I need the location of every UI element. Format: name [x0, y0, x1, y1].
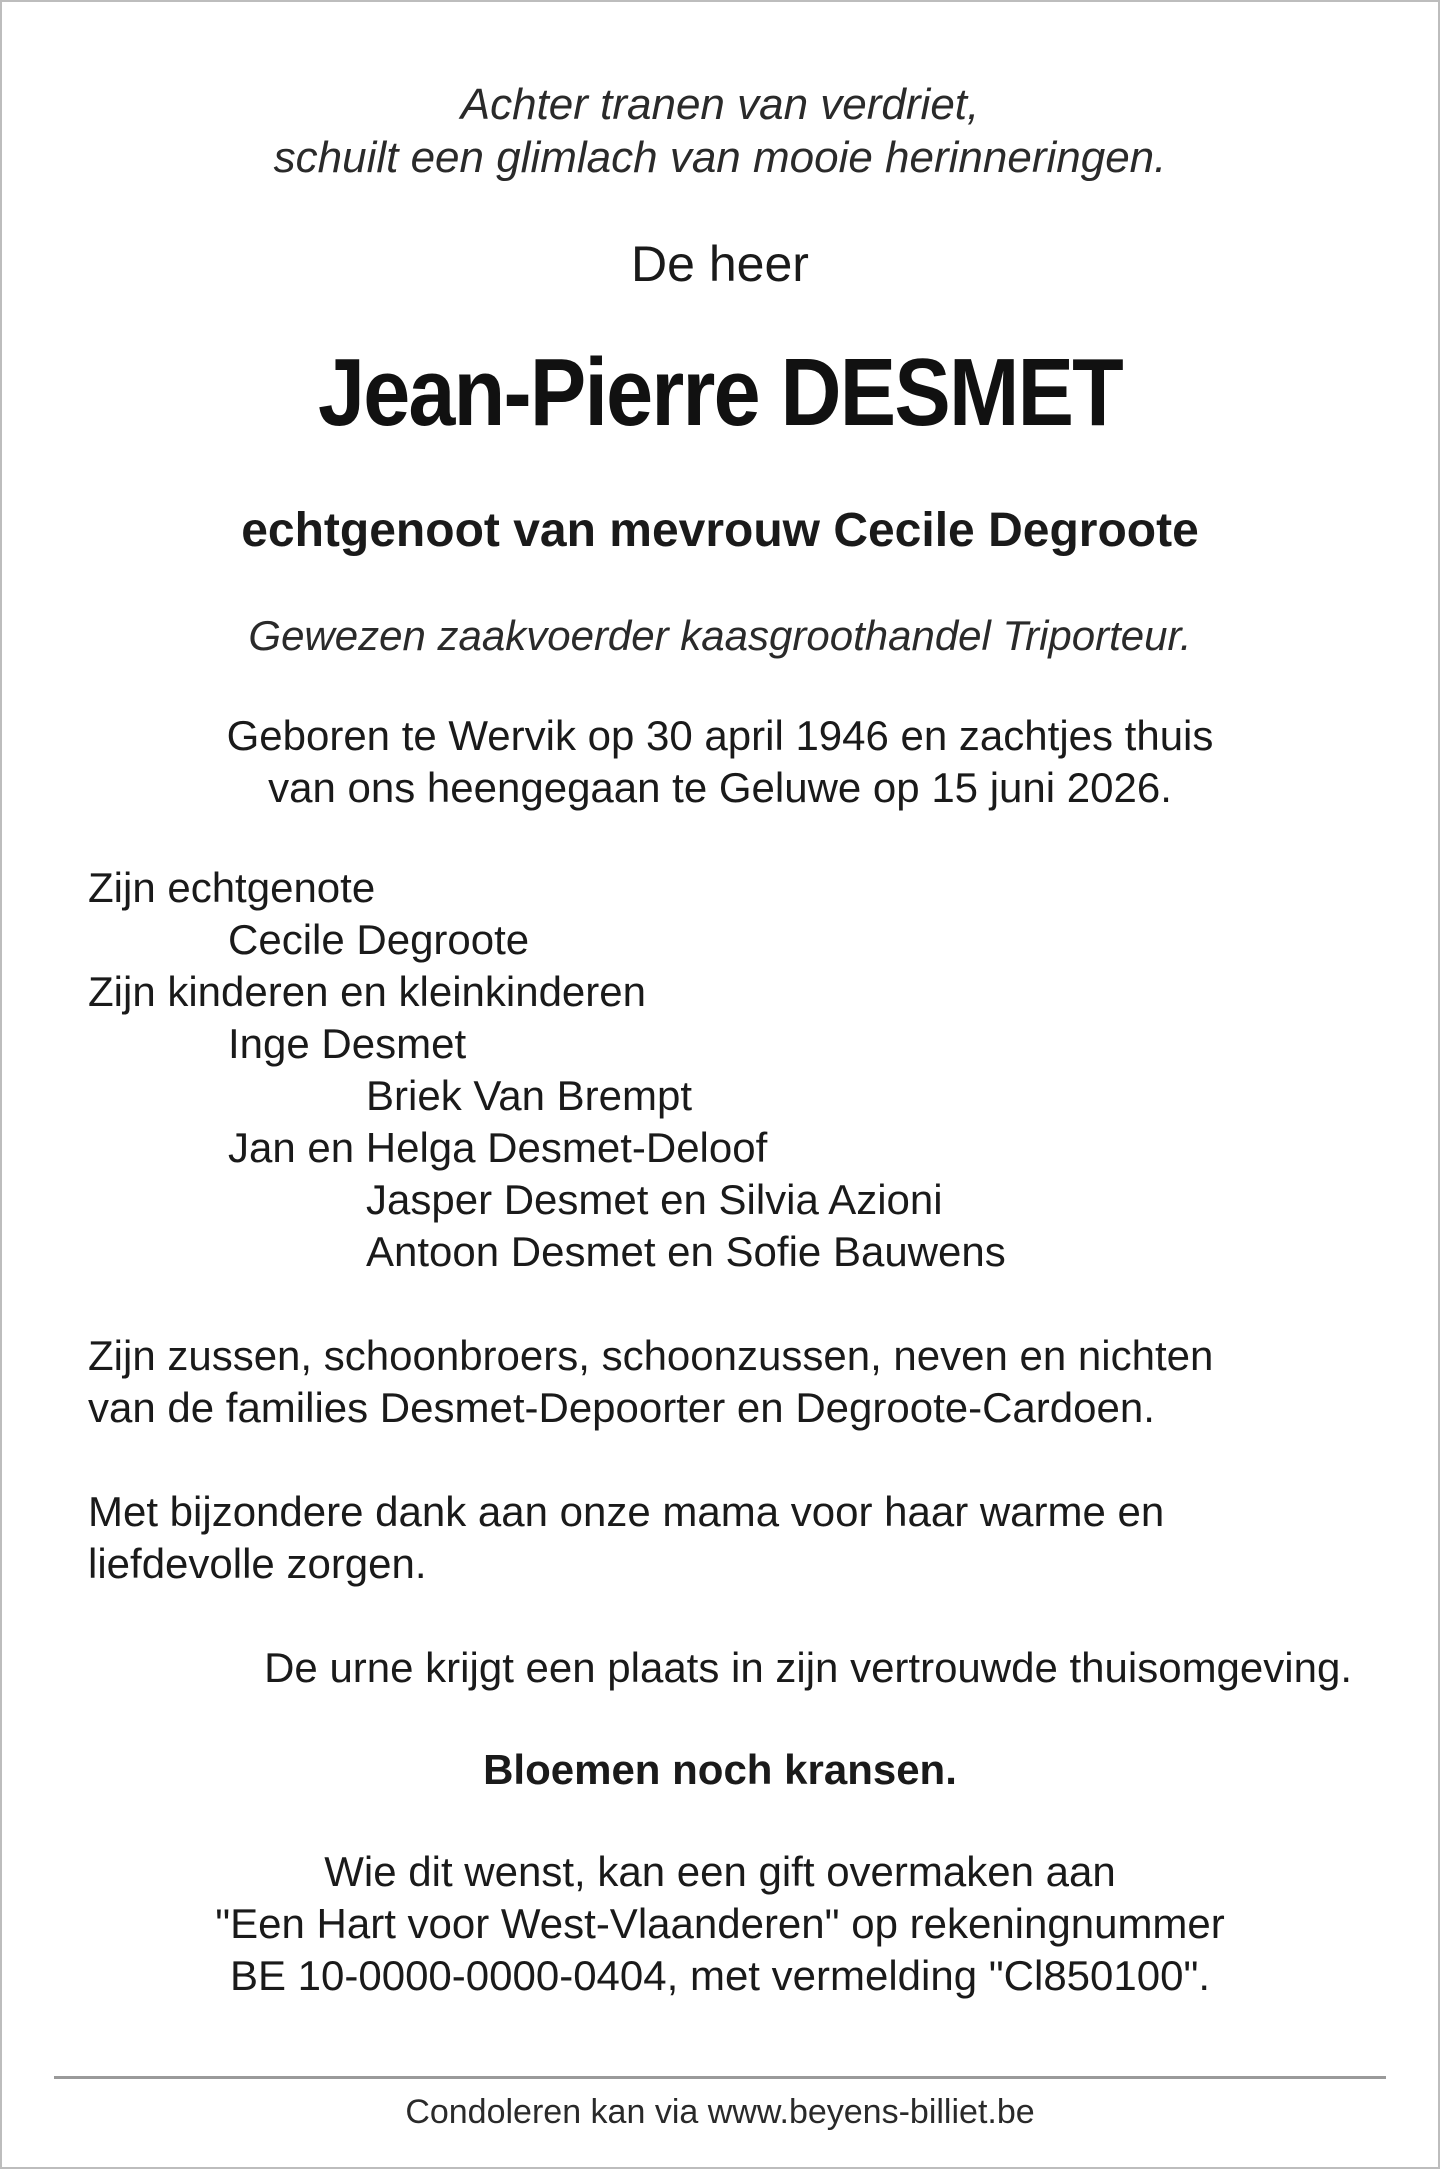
condolence-footer: Condoleren kan via www.beyens-billiet.be: [405, 2093, 1035, 2131]
birth-death-line-2: van ons heengegaan te Geluwe op 15 juni 2026.: [268, 764, 1172, 811]
footer-divider: [54, 2076, 1386, 2079]
grandchild-name: Jasper Desmet en Silvia Azioni: [366, 1176, 943, 1223]
spouse-line: echtgenoot van mevrouw Cecile Degroote: [241, 504, 1199, 557]
relatives-line-1: Zijn zussen, schoonbroers, schoonzussen, neven en nichten: [88, 1332, 1214, 1379]
donation-line-1: Wie dit wenst, kan een gift overmaken aan: [324, 1848, 1116, 1895]
spouse-name: Cecile Degroote: [228, 916, 530, 963]
thanks-paragraph: [88, 1486, 1352, 1590]
grandchild-name: Antoon Desmet en Sofie Bauwens: [366, 1228, 1006, 1275]
grandchild-name: Briek Van Brempt: [366, 1072, 693, 1119]
honorific: De heer: [631, 236, 809, 292]
memorial-quote: [88, 78, 1352, 184]
child-name: Jan en Helga Desmet-Deloof: [228, 1124, 768, 1171]
thanks-line-1: Met bijzondere dank aan onze mama voor haar warme en: [88, 1488, 1165, 1535]
thanks-line-2: liefdevolle zorgen.: [88, 1540, 427, 1587]
relatives-line-2: van de families Desmet-Depoorter en Degroote-Cardoen.: [88, 1384, 1155, 1431]
birth-death-info: [88, 710, 1352, 814]
quote-line-2: schuilt een glimlach van mooie herinneringen.: [273, 133, 1167, 182]
donation-line-3: BE 10-0000-0000-0404, met vermelding "Cl850100".: [229, 1952, 1211, 1999]
family-list: [88, 862, 1352, 1278]
flowers-notice: Bloemen noch kransen.: [483, 1746, 957, 1793]
donation-line-2: "Een Hart voor West-Vlaanderen" op rekeningnummer: [215, 1900, 1225, 1947]
urn-notice: De urne krijgt een plaats in zijn vertrouwde thuisomgeving.: [264, 1644, 1352, 1691]
children-heading: Zijn kinderen en kleinkinderen: [88, 968, 646, 1015]
spouse-heading: Zijn echtgenote: [88, 864, 376, 911]
deceased-name: Jean-Pierre DESMET: [317, 339, 1123, 446]
birth-death-line-1: Geboren te Wervik op 30 april 1946 en zachtjes thuis: [226, 712, 1214, 759]
relatives-paragraph: [88, 1330, 1352, 1434]
child-name: Inge Desmet: [228, 1020, 467, 1067]
quote-line-1: Achter tranen van verdriet,: [460, 80, 980, 129]
obituary-content: [88, 78, 1352, 2002]
occupation: Gewezen zaakvoerder kaasgroothandel Triporteur.: [248, 612, 1192, 659]
donation-info: [88, 1846, 1352, 2002]
